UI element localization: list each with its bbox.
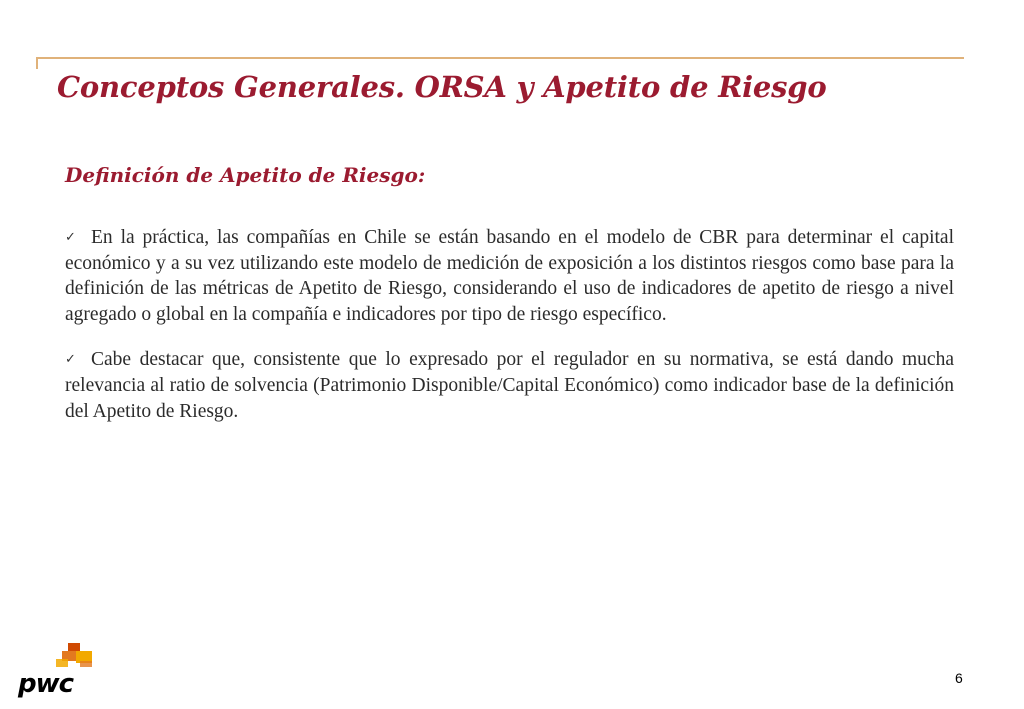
checkmark-icon: ✓ (65, 230, 76, 245)
section-subtitle: Definición de Apetito de Riesgo: (65, 163, 426, 187)
header-corner-tick (36, 57, 38, 69)
pwc-logo-text: pwc (18, 669, 74, 699)
slide-title: Conceptos Generales. ORSA y Apetito de Riesgo (57, 70, 827, 104)
bullet-text: En la práctica, las compañías en Chile se están basando en el modelo de CBR para determinar el capital económico y a su vez utilizando este modelo de medición de exposición a los distintos riesgos como base para la definición de las métricas de Apetito de Riesgo, considerando el uso de indicadores de apetito de riesgo a nivel agregado o global en la compañía e indicadores por tipo de riesgo específico. (65, 227, 954, 325)
pwc-logo (18, 643, 98, 703)
bullet-item (65, 225, 954, 327)
page-number: 6 (955, 670, 963, 686)
checkmark-icon: ✓ (65, 352, 76, 368)
bullet-text: Cabe destacar que, consistente que lo expresado por el regulador en su normativa, se está dando mucha relevancia al ratio de solvencia (Patrimonio Disponible/Capital Económico) como indicador base de la definición del Apetito de Riesgo. (65, 349, 954, 422)
bullet-item (65, 347, 954, 424)
header-rule (36, 57, 964, 59)
bullet-list (65, 225, 954, 444)
